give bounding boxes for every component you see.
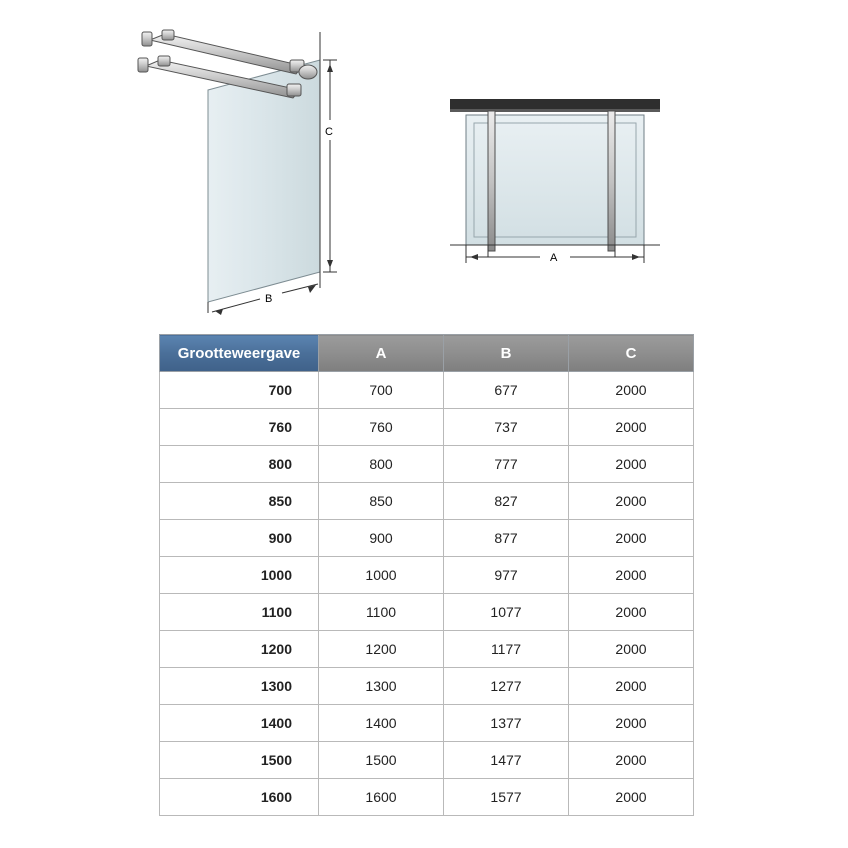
table-row	[160, 520, 694, 557]
table-cell-size: 1500	[160, 742, 319, 779]
table-row	[160, 557, 694, 594]
table-row	[160, 705, 694, 742]
table-cell-size: 1000	[160, 557, 319, 594]
table-cell-value: 2000	[569, 668, 694, 705]
product-drawings	[0, 0, 848, 330]
table-cell-value: 1000	[319, 557, 444, 594]
glass-panel	[208, 60, 320, 302]
table-cell-value: 737	[444, 409, 569, 446]
dimension-label-a: A	[550, 252, 558, 264]
table-cell-value: 977	[444, 557, 569, 594]
table-row	[160, 372, 694, 409]
front-view	[420, 85, 700, 305]
dimension-label-b: B	[265, 293, 273, 305]
support-post-right	[608, 111, 615, 251]
table-header-cell-3: C	[569, 335, 694, 372]
table-cell-size: 850	[160, 483, 319, 520]
table-cell-size: 1300	[160, 668, 319, 705]
table-cell-value: 2000	[569, 446, 694, 483]
table-cell-value: 1577	[444, 779, 569, 816]
table-cell-value: 1477	[444, 742, 569, 779]
table-cell-size: 800	[160, 446, 319, 483]
support-post-left	[488, 111, 495, 251]
table-row	[160, 446, 694, 483]
table-header-cell-2: B	[444, 335, 569, 372]
table-cell-size: 1600	[160, 779, 319, 816]
table-cell-size: 1400	[160, 705, 319, 742]
table-cell-value: 2000	[569, 372, 694, 409]
top-rail	[450, 99, 660, 109]
table-cell-value: 777	[444, 446, 569, 483]
table-cell-size: 700	[160, 372, 319, 409]
table-header-cell-1: A	[319, 335, 444, 372]
perspective-view	[120, 10, 400, 335]
table-cell-value: 760	[319, 409, 444, 446]
table-row	[160, 594, 694, 631]
table-head	[160, 335, 694, 372]
table-row	[160, 483, 694, 520]
table-cell-size: 1200	[160, 631, 319, 668]
table-cell-value: 2000	[569, 483, 694, 520]
table-cell-value: 1177	[444, 631, 569, 668]
table-cell-value: 1300	[319, 668, 444, 705]
table-cell-value: 2000	[569, 409, 694, 446]
table-cell-value: 1077	[444, 594, 569, 631]
table-cell-value: 2000	[569, 705, 694, 742]
table-cell-value: 2000	[569, 557, 694, 594]
table-row	[160, 409, 694, 446]
table-cell-value: 877	[444, 520, 569, 557]
top-rail-shadow	[450, 109, 660, 112]
table-cell-value: 1400	[319, 705, 444, 742]
table-cell-value: 2000	[569, 742, 694, 779]
dimension-label-c: C	[325, 126, 333, 138]
table-cell-value: 900	[319, 520, 444, 557]
table-cell-size: 900	[160, 520, 319, 557]
table-header-row	[160, 335, 694, 372]
table-cell-value: 1500	[319, 742, 444, 779]
table-cell-size: 1100	[160, 594, 319, 631]
dimension-c	[323, 60, 337, 272]
table-cell-value: 850	[319, 483, 444, 520]
table-cell-value: 1277	[444, 668, 569, 705]
table-cell-value: 700	[319, 372, 444, 409]
table-cell-value: 1200	[319, 631, 444, 668]
table-cell-value: 677	[444, 372, 569, 409]
table-cell-value: 2000	[569, 779, 694, 816]
table-row	[160, 631, 694, 668]
glass-clamp	[299, 65, 317, 79]
table-body	[160, 372, 694, 816]
table-cell-value: 1600	[319, 779, 444, 816]
table-cell-value: 1100	[319, 594, 444, 631]
table-row	[160, 668, 694, 705]
table-cell-value: 800	[319, 446, 444, 483]
table-cell-value: 1377	[444, 705, 569, 742]
table-row	[160, 779, 694, 816]
table-cell-value: 2000	[569, 594, 694, 631]
table-header-cell-0: Grootteweergave	[160, 335, 319, 372]
table-row	[160, 742, 694, 779]
table-cell-value: 827	[444, 483, 569, 520]
table-cell-value: 2000	[569, 520, 694, 557]
size-table	[159, 334, 694, 816]
table-cell-value: 2000	[569, 631, 694, 668]
table-cell-size: 760	[160, 409, 319, 446]
